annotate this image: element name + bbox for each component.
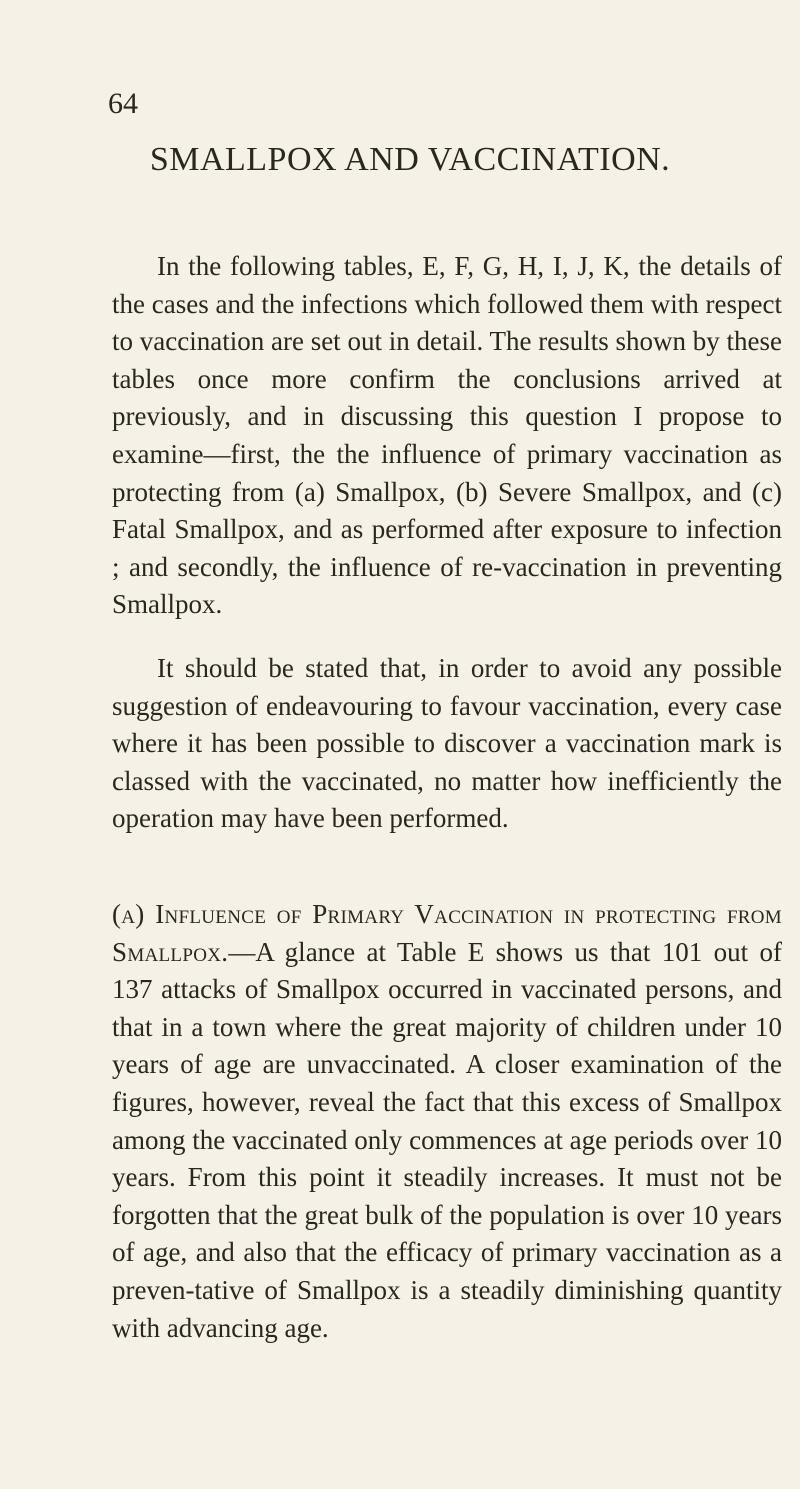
page-number: 64 [108, 87, 138, 120]
paragraph-intro: In the following tables, E, F, G, H, I, J, K, the details of the cases and the infections which followed them with respect to vaccination are set out in detail. The results shown by these tables once more confirm the conclusions arrived at previously, and in discussing this question I propose to examine—first, the the influence of primary vaccination as protecting from (a) Smallpox, (b) Severe Smallpox, and (c) Fatal Smallpox, and as performed after exposure to infection ; and secondly, the influence of re-vaccination in preventing Smallpox. [112, 251, 782, 620]
section-heading: (a) Influence of Primary Vaccination in protecting from Smallpox. [112, 899, 782, 967]
section-body: —A glance at Table E shows us that 101 out of 137 attacks of Smallpox occurred in vaccinated persons, and that in a town where the great majority of children under 10 years of age are unvaccinated. A closer examination of the figures, however, reveal the fact that this excess of Smallpox among the vaccinated only commences at age periods over 10 years. From this point it steadily increases. It must not be forgotten that the great bulk of the population is over 10 years of age, and also that the efficacy of primary vaccination as a preven-tative of Smallpox is a steadily diminishing quantity with advancing age. [112, 936, 782, 1343]
paragraph-primary-vaccination [112, 896, 782, 1347]
running-title: SMALLPOX AND VACCINATION. [149, 141, 671, 178]
paragraph-classification-note: It should be stated that, in order to avoid any possible suggestion of endeavouring to favour vaccination, every case where it has been possible to discover a vaccination mark is classed with the vaccinated, no matter how inefficiently the operation may have been performed. [112, 653, 782, 834]
